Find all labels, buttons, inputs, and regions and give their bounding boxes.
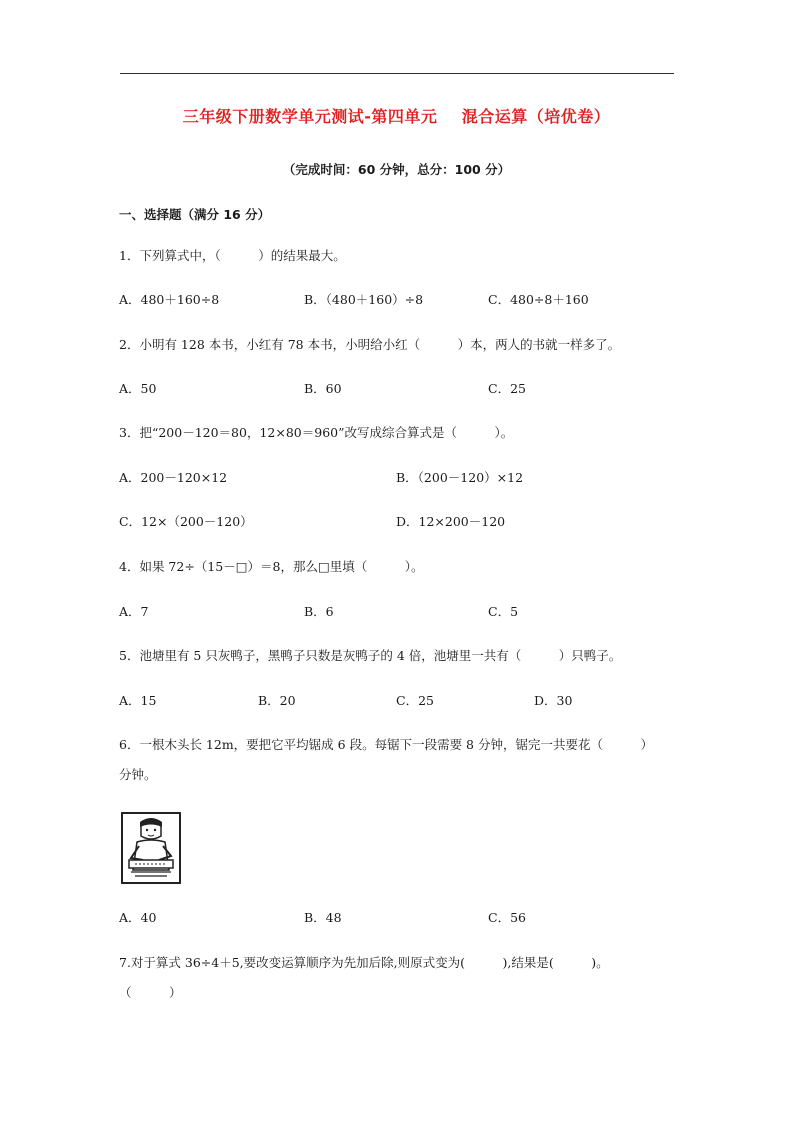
q3-option-b: B．（200－120）×12 — [396, 470, 524, 485]
q5-option-c: C．25 — [396, 693, 434, 708]
question-3: 3．把“200－120＝80，12×80＝960”改写成综合算式是（ ）。 — [119, 425, 514, 440]
question-2: 2．小明有 128 本书，小红有 78 本书，小明给小红（ ）本，两人的书就一样多了。 — [119, 337, 621, 352]
q5-option-a: A．15 — [119, 693, 157, 708]
q3-option-a: A．200－120×12 — [119, 470, 228, 485]
question-7: 7.对于算式 36÷4＋5,要改变运算顺序为先加后除,则原式变为( ),结果是( )。 — [119, 955, 609, 970]
q1-option-a: A．480＋160÷8 — [119, 292, 220, 307]
q5-option-d: D．30 — [534, 693, 573, 708]
q6-option-c: C．56 — [488, 910, 526, 925]
question-6: 6．一根木头长 12m，要把它平均锯成 6 段。每锯下一段需要 8 分钟，锯完一共要花（ ） — [119, 737, 653, 752]
question-5: 5．池塘里有 5 只灰鸭子，黑鸭子只数是灰鸭子的 4 倍，池塘里一共有（ ）只鸭子。 — [119, 648, 622, 663]
question-1: 1．下列算式中，（ ）的结果最大。 — [119, 248, 346, 263]
person-sawing-wood-illustration — [121, 812, 181, 884]
q1-option-b: B．（480＋160）÷8 — [304, 292, 424, 307]
q5-option-b: B．20 — [258, 693, 296, 708]
page-title: 三年级下册数学单元测试-第四单元 混合运算（培优卷） — [182, 107, 611, 126]
q4-option-a: A．7 — [119, 604, 149, 619]
question-7-cont: （ ） — [119, 985, 182, 1000]
q3-option-c: C．12×（200－120） — [119, 514, 253, 529]
section-heading: 一、选择题（满分 16 分） — [119, 207, 271, 222]
q4-option-b: B．6 — [304, 604, 334, 619]
q2-option-a: A．50 — [119, 381, 157, 396]
q6-option-b: B．48 — [304, 910, 342, 925]
question-6-cont: 分钟。 — [119, 767, 157, 782]
question-4: 4．如果 72÷（15－□）＝8，那么□里填（ ）。 — [119, 559, 424, 574]
header-rule — [120, 73, 674, 74]
q2-option-b: B．60 — [304, 381, 342, 396]
q6-option-a: A．40 — [119, 910, 157, 925]
q2-option-c: C．25 — [488, 381, 526, 396]
q4-option-c: C．5 — [488, 604, 519, 619]
page-subtitle: （完成时间：60 分钟，总分：100 分） — [282, 162, 511, 177]
q3-option-d: D．12×200－120 — [396, 514, 506, 529]
q1-option-c: C．480÷8＋160 — [488, 292, 589, 307]
